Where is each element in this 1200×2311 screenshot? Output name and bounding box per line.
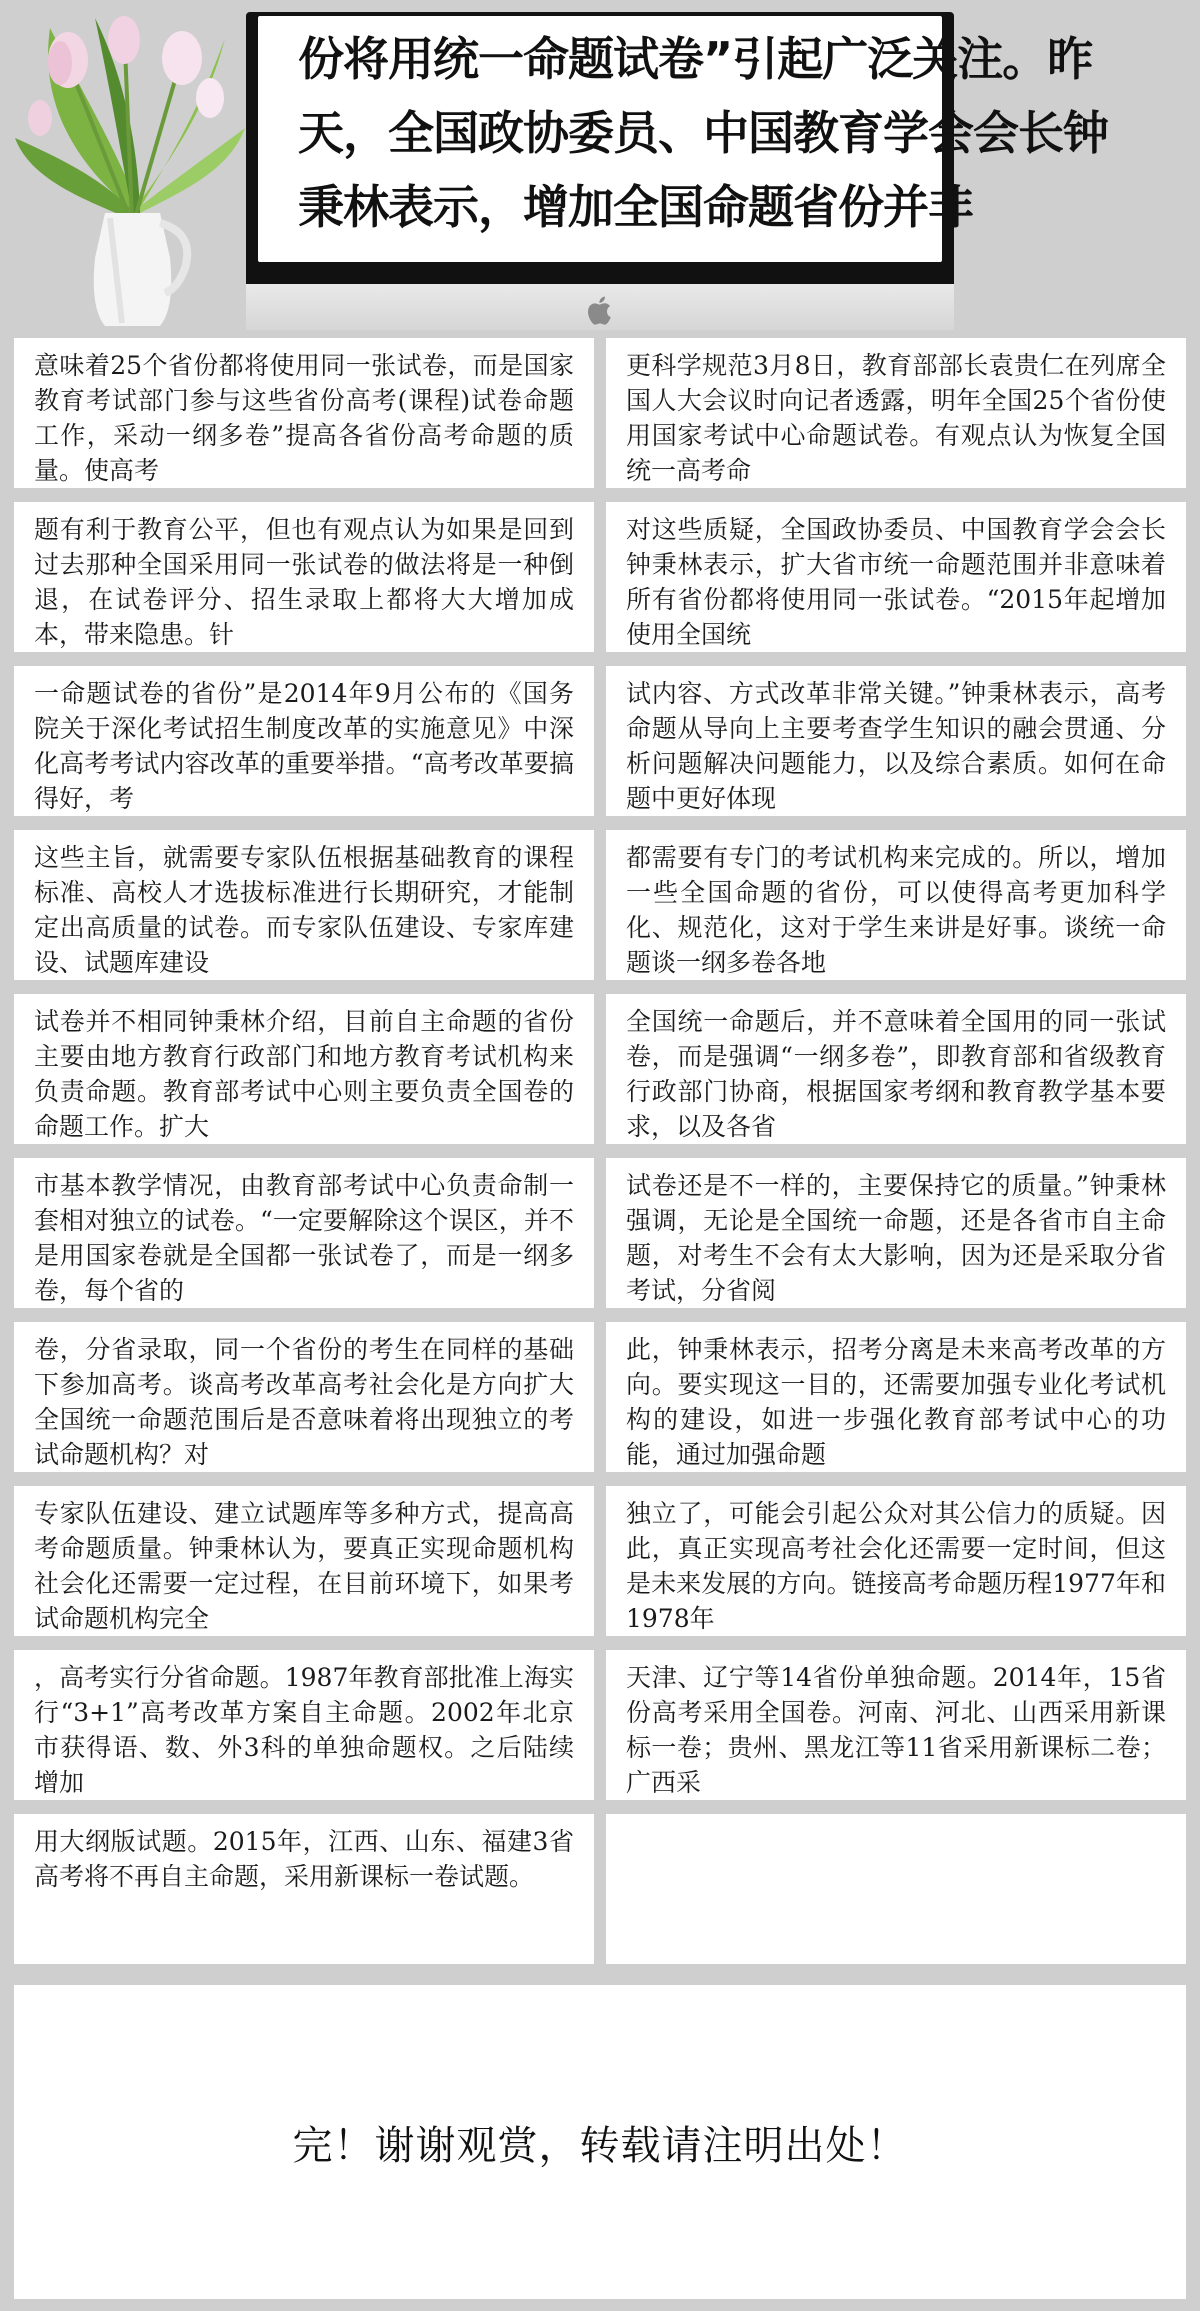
card-text: 更科学规范3月8日，教育部部长袁贵仁在列席全国人大会议时向记者透露，明年全国25个省份使用国家考试中心命题试卷。有观点认为恢复全国统一高考命 xyxy=(626,351,1166,485)
hero-banner xyxy=(0,0,1200,330)
text-card xyxy=(606,830,1186,980)
text-card xyxy=(14,502,594,652)
screen-line: 份将用统一命题试卷”引起广泛关注。昨 xyxy=(298,32,1093,86)
text-card-grid xyxy=(14,338,1186,1978)
text-card xyxy=(14,338,594,488)
text-card xyxy=(14,1322,594,1472)
card-row xyxy=(14,1650,1186,1800)
monitor xyxy=(246,12,1108,330)
card-text: 用大纲版试题。2015年，江西、山东、福建3省高考将不再自主命题，采用新课标一卷试题。 xyxy=(34,1827,574,1891)
card-row xyxy=(14,338,1186,488)
card-row xyxy=(14,1158,1186,1308)
text-card xyxy=(14,1650,594,1800)
text-card xyxy=(606,338,1186,488)
text-card xyxy=(14,666,594,816)
footer-card xyxy=(14,1985,1186,2299)
text-card xyxy=(606,1486,1186,1636)
text-card xyxy=(606,666,1186,816)
card-text: 全国统一命题后，并不意味着全国用的同一张试卷，而是强调“一纲多卷”，即教育部和省级教育行政部门协商，根据国家考纲和教育教学基本要求，以及各省 xyxy=(626,1007,1166,1141)
screen-line: 秉林表示，增加全国命题省份并非 xyxy=(298,180,973,234)
card-text: 试内容、方式改革非常关键。”钟秉林表示，高考命题从导向上主要考查学生知识的融会贯通、分析问题解决问题能力，以及综合素质。如何在命题中更好体现 xyxy=(626,679,1166,813)
text-card xyxy=(14,1814,594,1964)
text-card xyxy=(14,830,594,980)
apple-logo-icon xyxy=(580,292,620,328)
card-text: 意味着25个省份都将使用同一张试卷，而是国家教育考试部门参与这些省份高考(课程)试卷命题工作，采动一纲多卷”提高各省份高考命题的质量。使高考 xyxy=(34,351,574,485)
text-card xyxy=(606,1158,1186,1308)
text-card xyxy=(606,994,1186,1144)
card-row xyxy=(14,666,1186,816)
card-row xyxy=(14,994,1186,1144)
text-card-empty xyxy=(606,1814,1186,1964)
text-card xyxy=(14,994,594,1144)
card-text: 对这些质疑，全国政协委员、中国教育学会会长钟秉林表示，扩大省市统一命题范围并非意味着所有省份都将使用同一张试卷。“2015年起增加使用全国统 xyxy=(626,515,1166,649)
text-card xyxy=(606,1322,1186,1472)
text-card xyxy=(14,1486,594,1636)
text-card xyxy=(14,1158,594,1308)
card-text: 卷，分省录取，同一个省份的考生在同样的基础下参加高考。谈高考改革高考社会化是方向扩大全国统一命题范围后是否意味着将出现独立的考试命题机构？对 xyxy=(34,1335,574,1469)
card-row xyxy=(14,830,1186,980)
monitor-chin xyxy=(246,284,954,330)
card-text: 一命题试卷的省份”是2014年9月公布的《国务院关于深化考试招生制度改革的实施意见》中深化高考考试内容改革的重要举措。“高考改革要搞得好，考 xyxy=(34,679,574,813)
card-row xyxy=(14,1322,1186,1472)
tulip-vase-icon xyxy=(10,8,250,328)
card-text: 题有利于教育公平，但也有观点认为如果是回到过去那种全国采用同一张试卷的做法将是一种倒退，在试卷评分、招生录取上都将大大增加成本，带来隐患。针 xyxy=(34,515,574,649)
monitor-screen xyxy=(258,16,1108,262)
card-text: ，高考实行分省命题。1987年教育部批准上海实行“3+1”高考改革方案自主命题。2002年北京市获得语、数、外3科的单独命题权。之后陆续增加 xyxy=(34,1663,574,1797)
card-text: 独立了，可能会引起公众对其公信力的质疑。因此，真正实现高考社会化还需要一定时间，但这是未来发展的方向。链接高考命题历程1977年和1978年 xyxy=(626,1499,1166,1633)
card-row xyxy=(14,502,1186,652)
card-text: 天津、辽宁等14省份单独命题。2014年，15省份高考采用全国卷。河南、河北、山西采用新课标一卷；贵州、黑龙江等11省采用新课标二卷；广西采 xyxy=(626,1663,1166,1797)
card-text: 这些主旨，就需要专家队伍根据基础教育的课程标准、高校人才选拔标准进行长期研究，才能制定出高质量的试卷。而专家队伍建设、专家库建设、试题库建设 xyxy=(34,843,574,977)
card-row xyxy=(14,1486,1186,1636)
text-card xyxy=(606,1650,1186,1800)
card-row xyxy=(14,1814,1186,1964)
card-text: 试卷并不相同钟秉林介绍，目前自主命题的省份主要由地方教育行政部门和地方教育考试机构来负责命题。教育部考试中心则主要负责全国卷的命题工作。扩大 xyxy=(34,1007,574,1141)
card-text: 专家队伍建设、建立试题库等多种方式，提高高考命题质量。钟秉林认为，要真正实现命题机构社会化还需要一定过程，在目前环境下，如果考试命题机构完全 xyxy=(34,1499,574,1633)
footer-text: 完！谢谢观赏，转载请注明出处！ xyxy=(292,2122,908,2169)
screen-line: 天，全国政协委员、中国教育学会会长钟 xyxy=(298,106,1108,160)
card-text: 都需要有专门的考试机构来完成的。所以，增加一些全国命题的省份，可以使得高考更加科学化、规范化，这对于学生来讲是好事。谈统一命题谈一纲多卷各地 xyxy=(626,843,1166,977)
card-text: 试卷还是不一样的，主要保持它的质量。”钟秉林强调，无论是全国统一命题，还是各省市自主命题，对考生不会有太大影响，因为还是采取分省考试，分省阅 xyxy=(626,1171,1166,1305)
card-text: 此，钟秉林表示，招考分离是未来高考改革的方向。要实现这一目的，还需要加强专业化考试机构的建设，如进一步强化教育部考试中心的功能，通过加强命题 xyxy=(626,1335,1166,1469)
card-text: 市基本教学情况，由教育部考试中心负责命制一套相对独立的试卷。“一定要解除这个误区，并不是用国家卷就是全国都一张试卷了，而是一纲多卷，每个省的 xyxy=(34,1171,574,1305)
text-card xyxy=(606,502,1186,652)
